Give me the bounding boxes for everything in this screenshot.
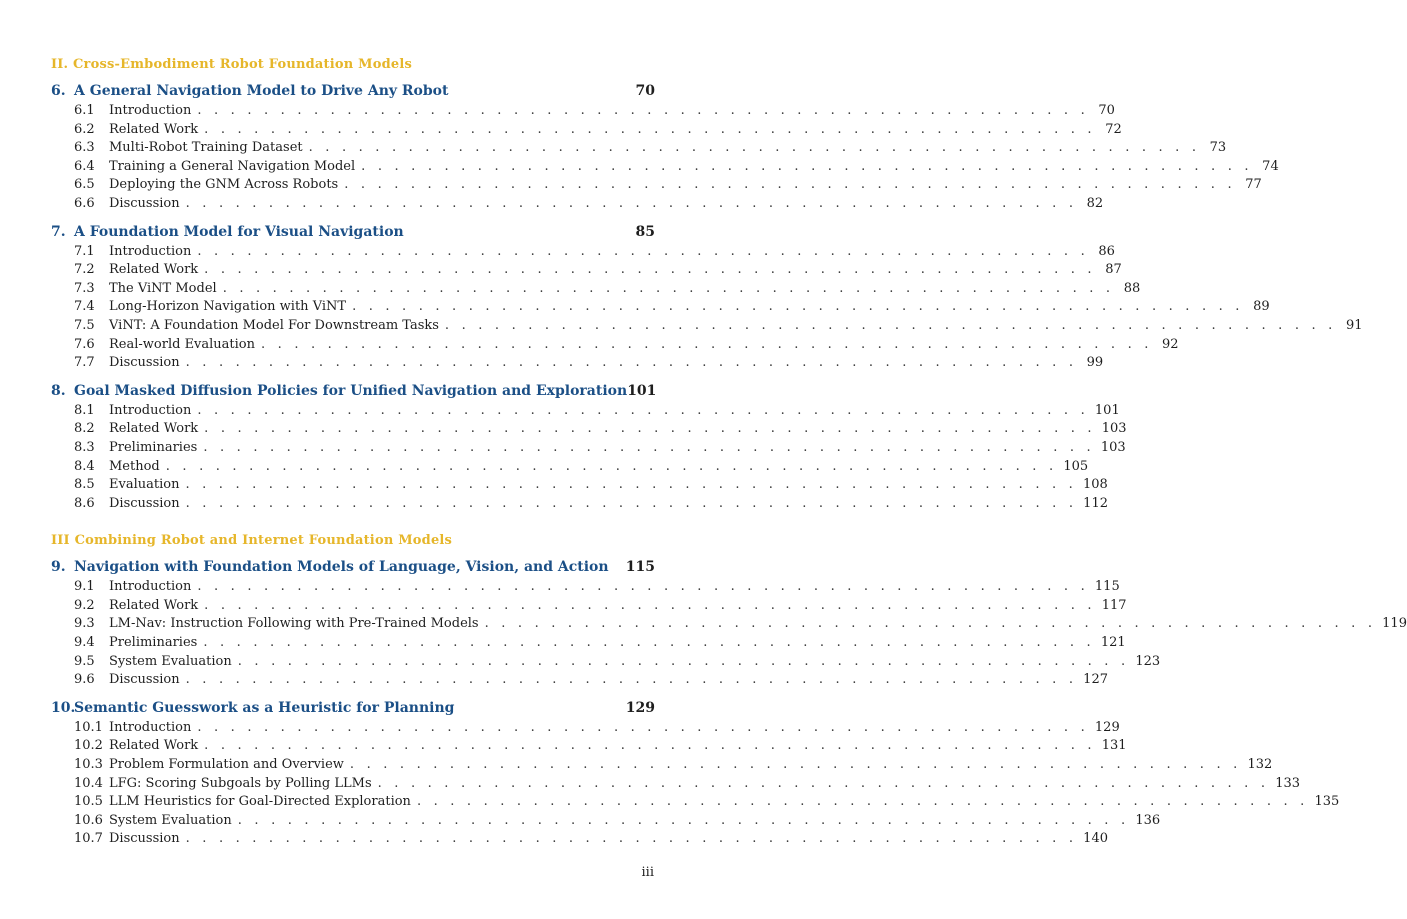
section-title: Related Work: [109, 738, 199, 754]
section-entry[interactable]: [51, 476, 1108, 495]
section-title: Discussion: [109, 195, 180, 211]
section-page: 115: [1094, 579, 1120, 595]
section-number: 9.5: [74, 653, 95, 669]
section-title: Introduction: [109, 719, 192, 735]
section-page: 101: [1094, 402, 1120, 418]
section-title: Preliminaries: [109, 635, 198, 651]
table-of-contents: [51, 56, 1407, 857]
section-number: 6.4: [74, 158, 95, 174]
part-title: III Combining Robot and Internet Foundation Models: [51, 533, 453, 549]
section-entry[interactable]: [51, 420, 1127, 439]
section-entry[interactable]: [51, 634, 1126, 653]
dot-leader: . . . . . . . . . . . . . . . . . . . . . . . . . . . . . . . . . . . . . . . . . . . . . . . . . . . . . .: [197, 719, 1089, 735]
section-title: Evaluation: [109, 477, 180, 493]
section-number: 8.2: [74, 421, 95, 437]
section-entry[interactable]: [51, 671, 1108, 690]
section-page: 86: [1098, 243, 1115, 259]
dot-leader: . . . . . . . . . . . . . . . . . . . . . . . . . . . . . . . . . . . . . . . . . . . . . . . . . . . . . .: [197, 402, 1089, 418]
section-entry[interactable]: [51, 317, 1363, 336]
chapter-entry: [51, 698, 1340, 849]
section-number: 9.1: [74, 579, 95, 595]
section-page: 131: [1101, 738, 1127, 754]
section-title: Method: [109, 458, 160, 474]
page-number: iii: [641, 865, 654, 880]
section-entry[interactable]: [51, 139, 1227, 158]
section-entry[interactable]: [51, 439, 1126, 458]
section-number: 7.3: [74, 280, 95, 296]
dot-leader: . . . . . . . . . . . . . . . . . . . . . . . . . . . . . . . . . . . . . . . . . . . . . . . . . . . . . .: [185, 355, 1078, 371]
chapter-heading[interactable]: [51, 381, 655, 402]
section-page: 117: [1101, 597, 1127, 613]
chapter-entry: [51, 381, 1127, 514]
section-entry[interactable]: [51, 298, 1270, 317]
dot-leader: . . . . . . . . . . . . . . . . . . . . . . . . . . . . . . . . . . . . . . . . . . . . . . . . . . . . . .: [361, 158, 1253, 174]
section-title: Discussion: [109, 831, 180, 847]
section-entry[interactable]: [51, 830, 1108, 849]
section-page: 127: [1083, 672, 1108, 688]
chapter-title: Goal Masked Diffusion Policies for Unified Navigation and Exploration: [74, 382, 628, 399]
section-page: 103: [1101, 421, 1127, 437]
section-entry[interactable]: [51, 354, 1104, 373]
section-number: 6.5: [74, 177, 95, 193]
section-number: 7.5: [74, 317, 95, 333]
chapter-title: Semantic Guesswork as a Heuristic for Planning: [74, 699, 455, 716]
section-entry[interactable]: [51, 737, 1127, 756]
section-number: 10.5: [74, 794, 103, 810]
section-entry[interactable]: [51, 102, 1115, 121]
dot-leader: . . . . . . . . . . . . . . . . . . . . . . . . . . . . . . . . . . . . . . . . . . . . . . . . . . . . . .: [352, 299, 1244, 315]
section-entry[interactable]: [51, 261, 1122, 280]
section-title: LM-Nav: Instruction Following with Pre-Trained Models: [109, 616, 479, 632]
section-title: Multi-Robot Training Dataset: [109, 140, 303, 156]
dot-leader: . . . . . . . . . . . . . . . . . . . . . . . . . . . . . . . . . . . . . . . . . . . . . . . . . . . . . .: [204, 421, 1096, 437]
chapter-number: 10.: [51, 699, 76, 716]
section-number: 8.3: [74, 439, 95, 455]
section-page: 103: [1100, 439, 1126, 455]
section-entry[interactable]: [51, 176, 1262, 195]
section-number: 7.7: [74, 355, 95, 371]
section-number: 9.3: [74, 616, 95, 632]
dot-leader: . . . . . . . . . . . . . . . . . . . . . . . . . . . . . . . . . . . . . . . . . . . . . . . . . . . . . .: [204, 121, 1096, 137]
dot-leader: . . . . . . . . . . . . . . . . . . . . . . . . . . . . . . . . . . . . . . . . . . . . . . . . . . . . . .: [444, 317, 1337, 333]
section-title: ViNT: A Foundation Model For Downstream Tasks: [109, 317, 439, 333]
chapter-entry: [51, 81, 1279, 214]
dot-leader: . . . . . . . . . . . . . . . . . . . . . . . . . . . . . . . . . . . . . . . . . . . . . . . . . . . . . .: [237, 812, 1130, 828]
chapter-page: 101: [627, 382, 657, 399]
section-page: 74: [1262, 158, 1279, 174]
chapter-page: 85: [635, 223, 655, 240]
dot-leader: . . . . . . . . . . . . . . . . . . . . . . . . . . . . . . . . . . . . . . . . . . . . . . . . . . . . . .: [204, 738, 1096, 754]
section-number: 9.4: [74, 635, 95, 651]
section-title: Related Work: [109, 597, 199, 613]
section-page: 140: [1083, 831, 1108, 847]
section-number: 6.3: [74, 140, 95, 156]
section-entry[interactable]: [51, 243, 1115, 262]
chapter-title: A General Navigation Model to Drive Any Robot: [74, 83, 449, 99]
section-title: Introduction: [109, 402, 192, 418]
section-page: 105: [1063, 458, 1089, 474]
section-number: 6.6: [74, 195, 95, 211]
chapter-page: 115: [625, 559, 655, 576]
section-entry[interactable]: [51, 121, 1122, 140]
dot-leader: . . . . . . . . . . . . . . . . . . . . . . . . . . . . . . . . . . . . . . . . . . . . . . . . . . . . . .: [197, 103, 1089, 118]
dot-leader: . . . . . . . . . . . . . . . . . . . . . . . . . . . . . . . . . . . . . . . . . . . . . . . . . . . . . .: [222, 280, 1115, 296]
dot-leader: . . . . . . . . . . . . . . . . . . . . . . . . . . . . . . . . . . . . . . . . . . . . . . . . . . . . . .: [185, 195, 1078, 211]
chapter-title: Navigation with Foundation Models of Language, Vision, and Action: [74, 559, 609, 576]
section-number: 7.1: [74, 243, 95, 259]
section-entry[interactable]: [51, 653, 1161, 672]
section-entry[interactable]: [51, 158, 1279, 177]
section-page: 92: [1162, 336, 1179, 352]
part-title: II. Cross-Embodiment Robot Foundation Models: [51, 57, 413, 72]
section-title: Long-Horizon Navigation with ViNT: [109, 299, 347, 315]
section-page: 89: [1253, 299, 1270, 315]
section-title: Related Work: [109, 262, 199, 278]
section-page: 129: [1094, 719, 1120, 735]
chapter-page: 70: [635, 83, 655, 99]
section-entry[interactable]: [51, 775, 1301, 794]
section-title: Training a General Navigation Model: [109, 158, 356, 174]
section-entry[interactable]: [51, 280, 1141, 299]
section-page: 77: [1245, 177, 1262, 193]
section-page: 72: [1105, 121, 1122, 137]
dot-leader: . . . . . . . . . . . . . . . . . . . . . . . . . . . . . . . . . . . . . . . . . . . . . . . . . . . . . .: [349, 757, 1242, 773]
chapter-entry: [51, 557, 1407, 690]
section-entry[interactable]: [51, 812, 1161, 831]
section-title: Introduction: [109, 579, 192, 595]
chapter-page: 129: [625, 699, 655, 716]
section-number: 10.6: [74, 812, 103, 828]
chapter-heading[interactable]: [51, 557, 655, 578]
section-number: 8.6: [74, 495, 95, 511]
section-entry[interactable]: [51, 495, 1108, 514]
chapter-title: A Foundation Model for Visual Navigation: [74, 223, 404, 240]
dot-leader: . . . . . . . . . . . . . . . . . . . . . . . . . . . . . . . . . . . . . . . . . . . . . . . . . . . . . .: [203, 635, 1095, 651]
dot-leader: . . . . . . . . . . . . . . . . . . . . . . . . . . . . . . . . . . . . . . . . . . . . . . . . . . . . . .: [344, 177, 1236, 193]
section-number: 6.1: [74, 103, 95, 118]
section-number: 7.4: [74, 299, 95, 315]
section-page: 70: [1098, 103, 1115, 118]
section-entry[interactable]: [51, 597, 1127, 616]
section-page: 133: [1275, 775, 1301, 791]
dot-leader: . . . . . . . . . . . . . . . . . . . . . . . . . . . . . . . . . . . . . . . . . . . . . . . . . . . . . .: [185, 477, 1078, 493]
section-number: 6.2: [74, 121, 95, 137]
dot-leader: . . . . . . . . . . . . . . . . . . . . . . . . . . . . . . . . . . . . . . . . . . . . . . . . . . . . . .: [185, 495, 1078, 511]
section-page: 121: [1100, 635, 1126, 651]
dot-leader: . . . . . . . . . . . . . . . . . . . . . . . . . . . . . . . . . . . . . . . . . . . . . . . . . . . . . .: [197, 243, 1089, 259]
section-entry[interactable]: [51, 756, 1273, 775]
dot-leader: . . . . . . . . . . . . . . . . . . . . . . . . . . . . . . . . . . . . . . . . . . . . . . . . . . . . . .: [237, 653, 1130, 669]
section-title: The ViNT Model: [109, 280, 217, 296]
section-title: Problem Formulation and Overview: [109, 757, 344, 773]
section-title: Preliminaries: [109, 439, 198, 455]
section-entry[interactable]: [51, 793, 1340, 812]
chapter-heading[interactable]: [51, 222, 655, 243]
dot-leader: . . . . . . . . . . . . . . . . . . . . . . . . . . . . . . . . . . . . . . . . . . . . . . . . . . . . . .: [165, 458, 1058, 474]
section-page: 88: [1123, 280, 1141, 296]
section-number: 8.1: [74, 402, 95, 418]
section-entry[interactable]: [51, 458, 1089, 477]
section-number: 9.2: [74, 597, 95, 613]
section-page: 73: [1209, 140, 1227, 156]
dot-leader: . . . . . . . . . . . . . . . . . . . . . . . . . . . . . . . . . . . . . . . . . . . . . . . . . . . . . .: [185, 831, 1078, 847]
section-number: 10.7: [74, 831, 103, 847]
section-page: 87: [1105, 262, 1122, 278]
section-title: System Evaluation: [109, 653, 232, 669]
section-title: LFG: Scoring Subgoals by Polling LLMs: [109, 775, 372, 791]
section-title: Real-world Evaluation: [109, 336, 256, 352]
section-page: 108: [1083, 477, 1108, 493]
section-entry[interactable]: [51, 578, 1120, 597]
section-entry[interactable]: [51, 615, 1407, 634]
section-number: 8.5: [74, 477, 95, 493]
chapter-heading[interactable]: [51, 81, 655, 102]
section-title: System Evaluation: [109, 812, 232, 828]
section-entry[interactable]: [51, 719, 1120, 738]
section-number: 10.2: [74, 738, 103, 754]
section-page: 99: [1086, 355, 1104, 371]
section-page: 91: [1345, 317, 1363, 333]
section-entry[interactable]: [51, 336, 1179, 355]
section-page: 135: [1314, 794, 1340, 810]
dot-leader: . . . . . . . . . . . . . . . . . . . . . . . . . . . . . . . . . . . . . . . . . . . . . . . . . . . . . .: [416, 794, 1309, 810]
dot-leader: . . . . . . . . . . . . . . . . . . . . . . . . . . . . . . . . . . . . . . . . . . . . . . . . . . . . . .: [204, 597, 1096, 613]
section-number: 10.3: [74, 757, 103, 773]
section-number: 7.6: [74, 336, 95, 352]
dot-leader: . . . . . . . . . . . . . . . . . . . . . . . . . . . . . . . . . . . . . . . . . . . . . . . . . . . . . .: [308, 140, 1201, 156]
section-entry[interactable]: [51, 402, 1120, 421]
section-title: Introduction: [109, 103, 192, 118]
section-number: 8.4: [74, 458, 95, 474]
dot-leader: . . . . . . . . . . . . . . . . . . . . . . . . . . . . . . . . . . . . . . . . . . . . . . . . . . . . . .: [197, 579, 1089, 595]
dot-leader: . . . . . . . . . . . . . . . . . . . . . . . . . . . . . . . . . . . . . . . . . . . . . . . . . . . . . .: [484, 616, 1377, 632]
section-title: Related Work: [109, 121, 199, 137]
section-page: 119: [1382, 616, 1407, 632]
section-title: Discussion: [109, 495, 180, 511]
chapter-number: 8.: [51, 382, 66, 399]
chapter-number: 7.: [51, 223, 66, 240]
section-title: Introduction: [109, 243, 192, 259]
section-title: Deploying the GNM Across Robots: [109, 177, 339, 193]
chapter-number: 9.: [51, 559, 66, 576]
chapter-entry: [51, 222, 1363, 373]
section-page: 82: [1086, 195, 1104, 211]
section-title: LLM Heuristics for Goal-Directed Exploration: [109, 794, 411, 810]
section-page: 123: [1135, 653, 1161, 669]
section-number: 10.1: [74, 719, 103, 735]
section-number: 9.6: [74, 672, 95, 688]
section-number: 10.4: [74, 775, 103, 791]
dot-leader: . . . . . . . . . . . . . . . . . . . . . . . . . . . . . . . . . . . . . . . . . . . . . . . . . . . . . .: [261, 336, 1153, 352]
section-title: Discussion: [109, 672, 180, 688]
dot-leader: . . . . . . . . . . . . . . . . . . . . . . . . . . . . . . . . . . . . . . . . . . . . . . . . . . . . . .: [203, 439, 1095, 455]
dot-leader: . . . . . . . . . . . . . . . . . . . . . . . . . . . . . . . . . . . . . . . . . . . . . . . . . . . . . .: [377, 775, 1270, 791]
section-number: 7.2: [74, 262, 95, 278]
section-page: 136: [1135, 812, 1161, 828]
section-page: 112: [1083, 495, 1108, 511]
chapter-number: 6.: [51, 83, 66, 99]
dot-leader: . . . . . . . . . . . . . . . . . . . . . . . . . . . . . . . . . . . . . . . . . . . . . . . . . . . . . .: [204, 262, 1096, 278]
chapter-heading[interactable]: [51, 698, 655, 719]
section-entry[interactable]: [51, 195, 1104, 214]
dot-leader: . . . . . . . . . . . . . . . . . . . . . . . . . . . . . . . . . . . . . . . . . . . . . . . . . . . . . .: [185, 672, 1078, 688]
section-page: 132: [1247, 757, 1273, 773]
section-title: Discussion: [109, 355, 180, 371]
section-title: Related Work: [109, 421, 199, 437]
